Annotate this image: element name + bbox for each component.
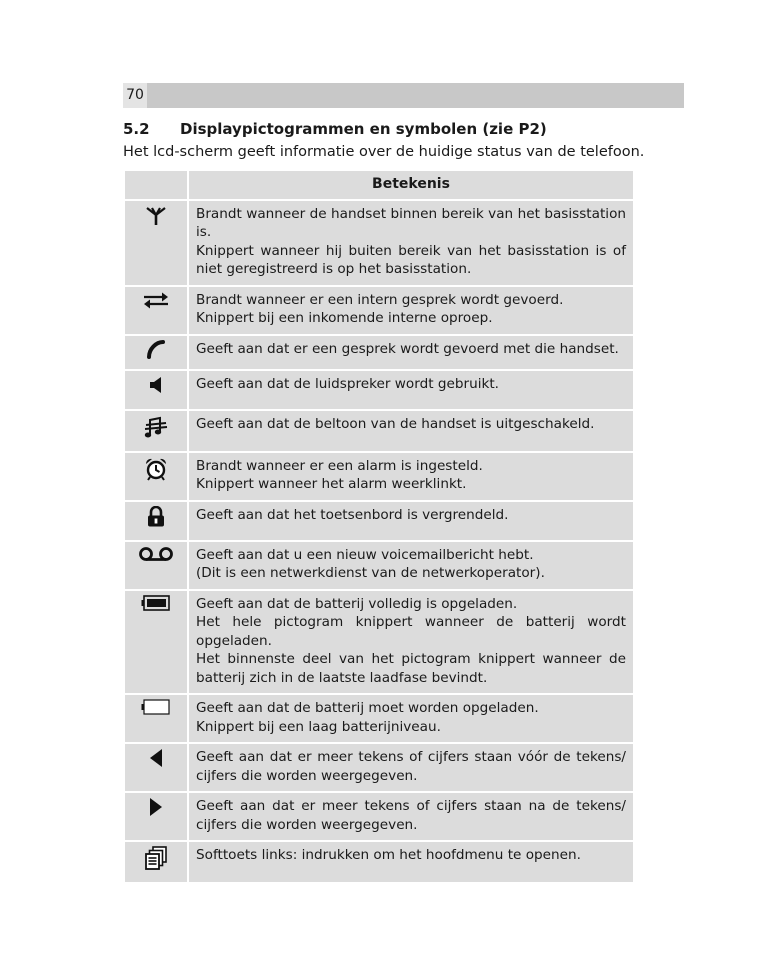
- section-intro: Het lcd-scherm geeft informatie over de huidige status van de telefoon.: [123, 144, 645, 160]
- icon-cell: [125, 201, 187, 285]
- meaning-cell: [189, 695, 633, 742]
- meaning-line: Geeft aan dat er meer tekens of cijfers staan na de tekens/ cijfers die worden weergegeven.: [196, 798, 626, 833]
- meaning-line: Geeft aan dat u een nieuw voicemailbericht hebt.: [196, 546, 534, 563]
- icon-cell: [125, 842, 187, 882]
- table-row: [125, 201, 633, 285]
- meaning-cell: [189, 453, 633, 500]
- meaning-cell: [189, 591, 633, 694]
- meaning-line: Knippert wanneer het alarm weerklinkt.: [196, 476, 467, 492]
- icon-cell: [125, 453, 187, 500]
- meaning-line: Geeft aan dat het toetsenbord is vergrendeld.: [196, 506, 509, 523]
- meaning-line: Brandt wanneer de handset binnen bereik van het basisstation is.: [196, 205, 626, 240]
- icon-cell: [125, 411, 187, 451]
- meaning-cell: [189, 842, 633, 882]
- meaning-cell: [189, 793, 633, 840]
- meaning-cell: [189, 371, 633, 409]
- ringer-off-icon: [143, 415, 169, 439]
- table-row: [125, 695, 633, 742]
- section-title: Displaypictogrammen en symbolen (zie P2): [180, 120, 547, 138]
- battery-full-icon: [141, 595, 171, 611]
- meaning-line: Het binnenste deel van het pictogram knippert wanneer de batterij zich in de laatste laadfase bevindt.: [196, 651, 626, 686]
- meaning-cell: [189, 542, 633, 589]
- table-row: [125, 591, 633, 694]
- alarm-clock-icon: [144, 457, 168, 481]
- table-row: [125, 744, 633, 791]
- menu-pages-icon: [144, 846, 168, 870]
- icon-cell: [125, 695, 187, 742]
- meaning-cell: [189, 744, 633, 791]
- table-row: [125, 842, 633, 882]
- table-header-row: [125, 171, 633, 199]
- meaning-line: (Dit is een netwerkdienst van de netwerkoperator).: [196, 565, 545, 581]
- icon-cell: [125, 793, 187, 840]
- meaning-cell: [189, 287, 633, 334]
- meaning-line: Geeft aan dat de beltoon van de handset is uitgeschakeld.: [196, 415, 595, 432]
- table-row: [125, 371, 633, 409]
- meaning-line: Knippert bij een inkomende interne oproep.: [196, 310, 493, 326]
- header-icon-column: [125, 171, 187, 199]
- meaning-line: Knippert wanneer hij buiten bereik van het basisstation is of niet geregistreerd is op het basisstation.: [196, 242, 626, 277]
- arrow-right-icon: [148, 797, 164, 817]
- icon-cell: [125, 542, 187, 589]
- meaning-line: Geeft aan dat er een gesprek wordt gevoerd met die handset.: [196, 340, 619, 357]
- meaning-cell: [189, 411, 633, 451]
- meaning-line: Knippert bij een laag batterijniveau.: [196, 718, 441, 735]
- voicemail-icon: [138, 546, 174, 562]
- table-row: [125, 411, 633, 451]
- meaning-line: Geeft aan dat de batterij moet worden opgeladen.: [196, 700, 539, 716]
- page-header-bar: [123, 83, 684, 108]
- meaning-cell: [189, 201, 633, 285]
- icon-cell: [125, 591, 187, 694]
- page-number: 70: [123, 83, 147, 108]
- section-heading: [123, 120, 547, 138]
- header-meaning-column: Betekenis: [189, 171, 633, 199]
- table-row: [125, 502, 633, 540]
- table-row: [125, 453, 633, 500]
- meaning-line: Het hele pictogram knippert wanneer de batterij wordt opgeladen.: [196, 614, 626, 649]
- meaning-line: Geeft aan dat de batterij volledig is opgeladen.: [196, 595, 518, 612]
- arrow-left-icon: [148, 748, 164, 768]
- icon-cell: [125, 502, 187, 540]
- icon-cell: [125, 336, 187, 369]
- meaning-line: Geeft aan dat de luidspreker wordt gebruikt.: [196, 375, 499, 392]
- icon-cell: [125, 287, 187, 334]
- handset-icon: [146, 340, 166, 360]
- pictogram-table: [123, 169, 635, 884]
- battery-empty-icon: [141, 699, 171, 715]
- meaning-line: Brandt wanneer er een alarm is ingesteld.: [196, 457, 483, 474]
- padlock-icon: [146, 506, 166, 528]
- meaning-line: Geeft aan dat er meer tekens of cijfers staan vóór de tekens/ cijfers die worden weergegeven.: [196, 749, 626, 784]
- section-number: 5.2: [123, 120, 150, 138]
- table-row: [125, 793, 633, 840]
- icon-cell: [125, 744, 187, 791]
- antenna-icon: [145, 205, 167, 227]
- table-row: [125, 336, 633, 369]
- meaning-cell: [189, 502, 633, 540]
- speaker-icon: [148, 375, 164, 395]
- table-row: [125, 287, 633, 334]
- meaning-line: Brandt wanneer er een intern gesprek wordt gevoerd.: [196, 291, 564, 308]
- table-row: [125, 542, 633, 589]
- intercom-arrows-icon: [143, 291, 169, 309]
- meaning-line: Softtoets links: indrukken om het hoofdmenu te openen.: [196, 847, 581, 863]
- icon-cell: [125, 371, 187, 409]
- meaning-cell: [189, 336, 633, 369]
